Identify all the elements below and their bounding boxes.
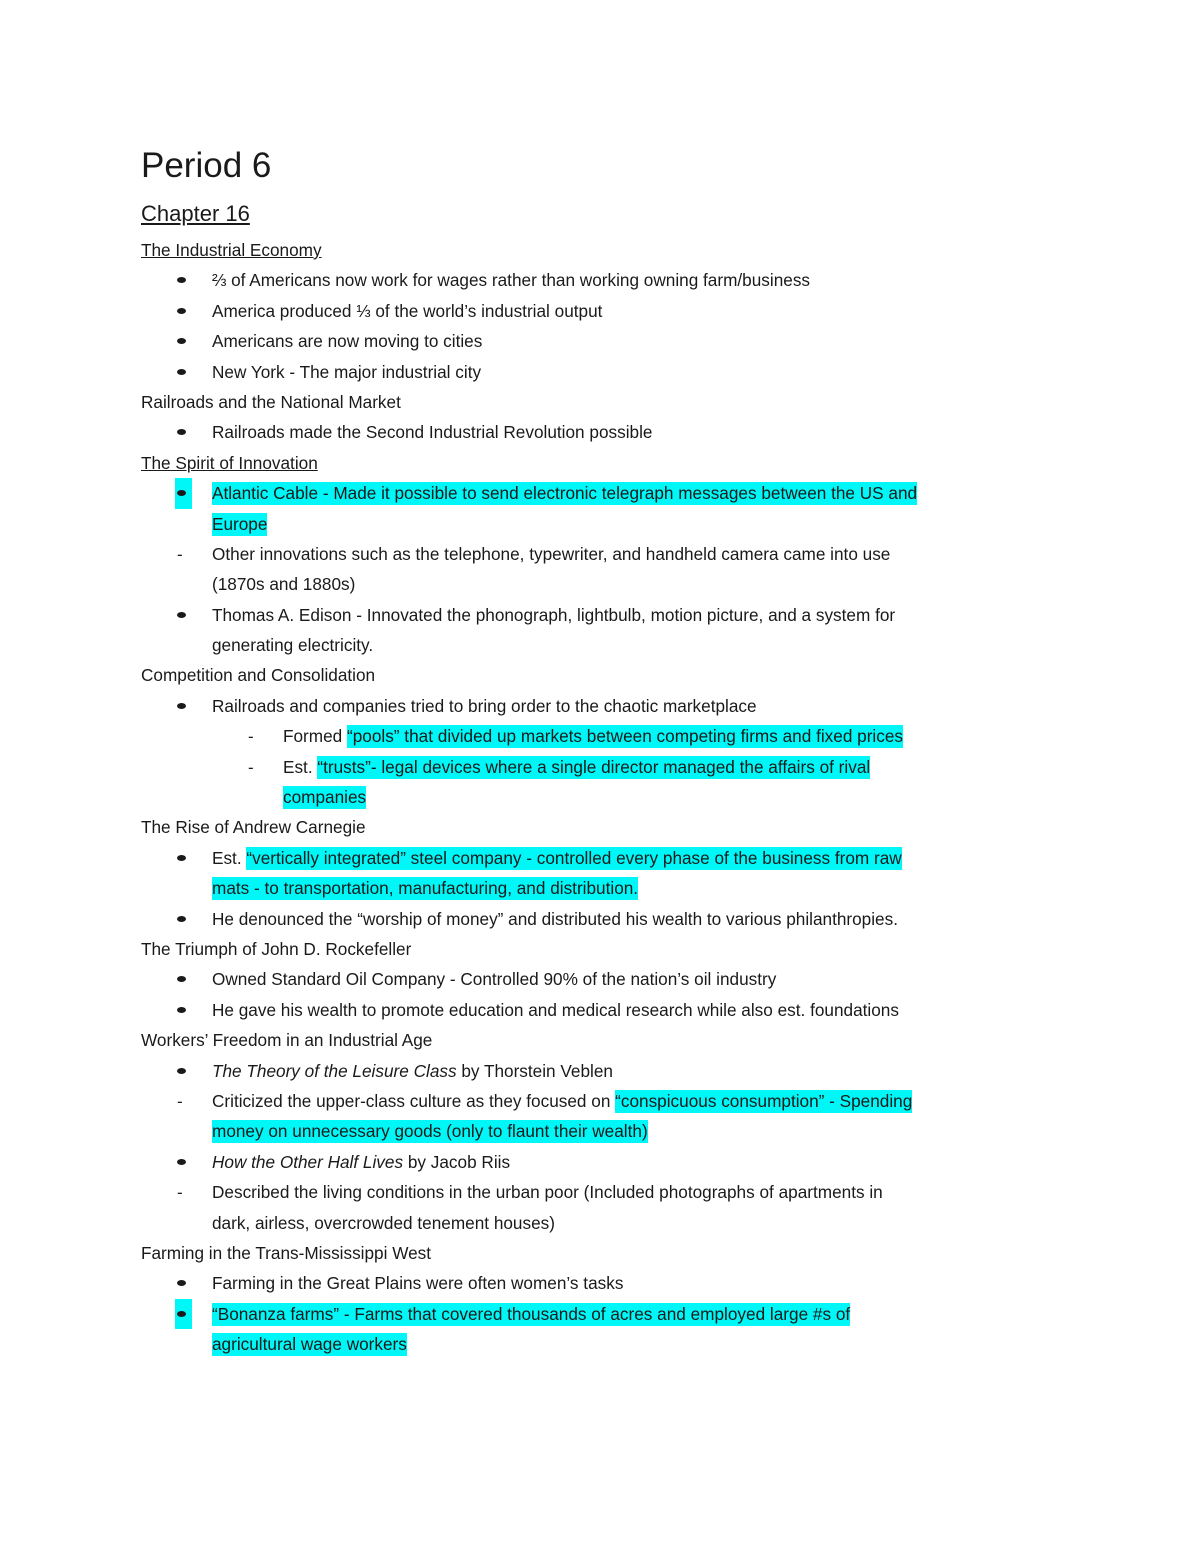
dash-marker-icon: - bbox=[177, 544, 183, 564]
highlighted-text: “Bonanza farms” - Farms that covered thousands of acres and employed large #s of bbox=[212, 1303, 851, 1324]
list-item-continuation: dark, airless, overcrowded tenement houses) bbox=[212, 1212, 555, 1233]
list-item-continuation bbox=[141, 1329, 1071, 1359]
bullet-icon bbox=[177, 855, 186, 861]
bullet-icon bbox=[177, 1007, 186, 1013]
book-title: How the Other Half Lives bbox=[212, 1151, 404, 1172]
list-item: - Criticized the upper-class culture as they focused on “conspicuous consumption” - Spending bbox=[141, 1086, 1071, 1116]
list-item: Thomas A. Edison - Innovated the phonograph, lightbulb, motion picture, and a system for bbox=[141, 600, 1071, 630]
bullet-icon bbox=[177, 429, 186, 435]
bullet-icon bbox=[177, 308, 186, 314]
list-item: Owned Standard Oil Company - Controlled 90% of the nation’s oil industry bbox=[141, 964, 1071, 994]
list-item: The Theory of the Leisure Class by Thorstein Veblen bbox=[141, 1056, 1071, 1086]
list-item: America produced ⅓ of the world’s industrial output bbox=[141, 296, 1071, 326]
list-item: Farming in the Great Plains were often women’s tasks bbox=[141, 1268, 1071, 1298]
list-item: - Described the living conditions in the urban poor (Included photographs of apartments in bbox=[141, 1177, 1071, 1207]
chapter-heading: Chapter 16 bbox=[141, 201, 250, 226]
bullet-icon bbox=[177, 277, 186, 283]
bullet-icon bbox=[177, 916, 186, 922]
list-item bbox=[141, 478, 1071, 508]
dash-marker-icon: - bbox=[177, 1183, 183, 1203]
highlighted-text: Atlantic Cable - Made it possible to send electronic telegraph messages between the US and bbox=[212, 483, 918, 504]
highlighted-text: “conspicuous consumption” - Spending bbox=[615, 1090, 913, 1111]
list-item-continuation: (1870s and 1880s) bbox=[212, 574, 356, 595]
bullet-icon bbox=[177, 1280, 186, 1286]
highlighted-text: “trusts”- legal devices where a single director managed the affairs of rival bbox=[317, 756, 871, 777]
section-heading-rockefeller: The Triumph of John D. Rockefeller bbox=[141, 938, 412, 959]
bullet-icon bbox=[177, 1159, 186, 1165]
highlighted-text: mats - to transportation, manufacturing, and distribution. bbox=[212, 878, 639, 899]
list-item-continuation: generating electricity. bbox=[212, 635, 374, 656]
bullet-icon bbox=[177, 369, 186, 375]
highlighted-text: “pools” that divided up markets between competing firms and fixed prices bbox=[347, 726, 904, 747]
bullet-icon bbox=[177, 612, 186, 618]
list-item: He gave his wealth to promote education and medical research while also est. foundations bbox=[141, 995, 1071, 1025]
bullet-icon bbox=[177, 976, 186, 982]
highlighted-text: “vertically integrated” steel company - controlled every phase of the business from raw bbox=[246, 847, 902, 868]
notes-content bbox=[141, 235, 1071, 1359]
dash-marker-icon: - bbox=[248, 757, 254, 777]
list-item bbox=[141, 1299, 1071, 1329]
list-item-continuation bbox=[141, 873, 1071, 903]
section-heading-innovation: The Spirit of Innovation bbox=[141, 452, 318, 473]
highlighted-text: companies bbox=[283, 787, 367, 808]
section-heading-industrial-economy: The Industrial Economy bbox=[141, 240, 322, 260]
list-item: Railroads made the Second Industrial Revolution possible bbox=[141, 417, 1071, 447]
bullet-icon bbox=[177, 703, 186, 709]
highlighted-text: money on unnecessary goods (only to flaunt their wealth) bbox=[212, 1121, 648, 1142]
bullet-icon bbox=[177, 338, 186, 344]
list-item: New York - The major industrial city bbox=[141, 357, 1071, 387]
section-heading-farming: Farming in the Trans-Mississippi West bbox=[141, 1242, 432, 1263]
sub-list-item: - Formed “pools” that divided up markets between competing firms and fixed prices bbox=[141, 721, 1071, 751]
bullet-icon bbox=[177, 1311, 186, 1317]
dash-marker-icon: - bbox=[248, 727, 254, 747]
dash-marker-icon: - bbox=[177, 1091, 183, 1111]
section-heading-workers: Workers’ Freedom in an Industrial Age bbox=[141, 1030, 433, 1051]
highlighted-text: Europe bbox=[212, 513, 268, 534]
list-item-continuation bbox=[141, 509, 1071, 539]
section-heading-railroads: Railroads and the National Market bbox=[141, 391, 401, 412]
sub-list-item: - Est. “trusts”- legal devices where a single director managed the affairs of rival bbox=[141, 752, 1071, 782]
sub-list-item-continuation bbox=[141, 782, 1071, 812]
list-item-continuation bbox=[141, 1116, 1071, 1146]
list-item: Railroads and companies tried to bring order to the chaotic marketplace bbox=[141, 691, 1071, 721]
bullet-icon bbox=[177, 490, 186, 496]
list-item: ⅔ of Americans now work for wages rather than working owning farm/business bbox=[141, 265, 1071, 295]
section-heading-competition: Competition and Consolidation bbox=[141, 665, 376, 686]
list-item: He denounced the “worship of money” and distributed his wealth to various philanthropies. bbox=[141, 904, 1071, 934]
list-item: - Other innovations such as the telephone, typewriter, and handheld camera came into use bbox=[141, 539, 1071, 569]
list-item: Americans are now moving to cities bbox=[141, 326, 1071, 356]
list-item: How the Other Half Lives by Jacob Riis bbox=[141, 1147, 1071, 1177]
bullet-icon bbox=[177, 1068, 186, 1074]
book-title: The Theory of the Leisure Class bbox=[212, 1060, 457, 1081]
page-title: Period 6 bbox=[141, 146, 272, 185]
list-item: Est. “vertically integrated” steel company - controlled every phase of the business from raw bbox=[141, 843, 1071, 873]
highlighted-text: agricultural wage workers bbox=[212, 1334, 407, 1355]
section-heading-carnegie: The Rise of Andrew Carnegie bbox=[141, 817, 366, 838]
